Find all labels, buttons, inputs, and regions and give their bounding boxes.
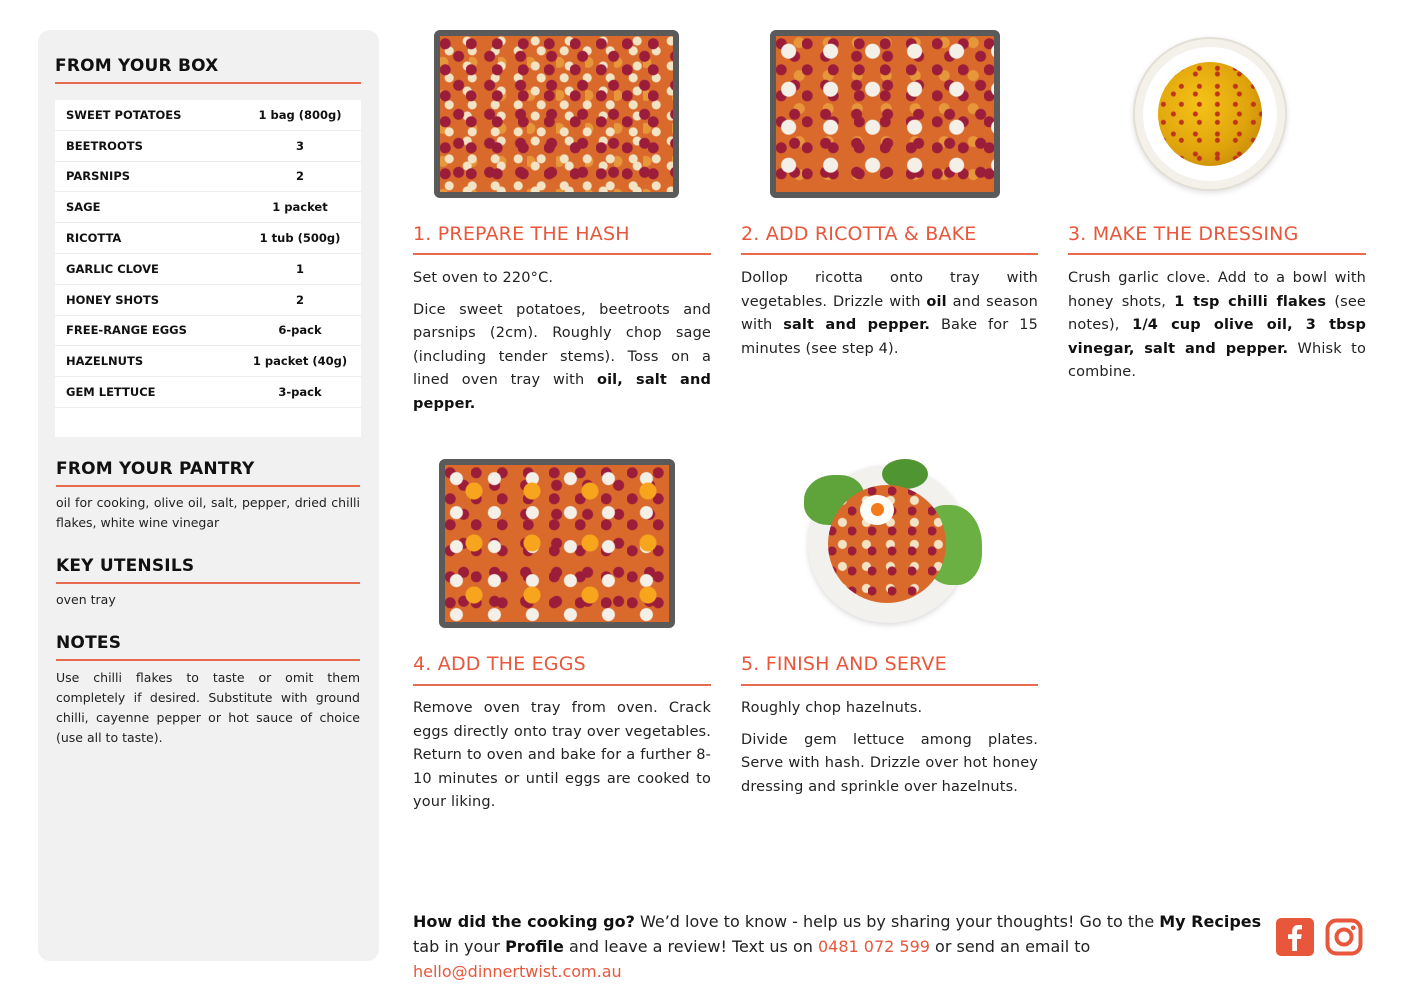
profile-label: Profile xyxy=(505,937,564,956)
ingredient-qty: 6-pack xyxy=(278,323,322,338)
step-3-t3: Whisk to combine. xyxy=(1068,340,1366,380)
step-2-rule xyxy=(741,253,1038,255)
step-3-t1: Crush garlic clove. Add to a bowl with honey shots, xyxy=(1068,270,1366,310)
utensils-heading: KEY UTENSILS xyxy=(56,556,195,576)
ingredient-name: BEETROOTS xyxy=(66,138,143,153)
step-1-p2 xyxy=(413,299,711,417)
ingredient-qty: 1 bag (800g) xyxy=(258,107,342,122)
step-1-p2-bold: oil, salt and pepper. xyxy=(413,372,711,412)
footer-text-1: We’d love to know - help us by sharing your thoughts! Go to the xyxy=(634,912,1160,931)
ingredient-row xyxy=(55,316,361,347)
ingredient-name: GARLIC CLOVE xyxy=(66,261,159,276)
step-1-title: 1. PREPARE THE HASH xyxy=(413,223,630,245)
step-5-rule xyxy=(741,684,1038,686)
step-3-b2: 1/4 cup olive oil, 3 tbsp vinegar, salt and pepper. xyxy=(1068,317,1366,357)
ingredient-row xyxy=(55,192,361,223)
ingredient-name: HAZELNUTS xyxy=(66,354,144,369)
step-5-p2: Divide gem lettuce among plates. Serve with hash. Drizzle over hot honey dressing and sprinkle over hazelnuts. xyxy=(741,731,1038,795)
step-2-photo xyxy=(770,30,1000,198)
instagram-icon[interactable] xyxy=(1325,918,1363,956)
ingredient-name: FREE-RANGE EGGS xyxy=(66,323,187,338)
ingredient-name: GEM LETTUCE xyxy=(66,385,156,400)
step-5-title: 5. FINISH AND SERVE xyxy=(741,653,947,675)
ingredient-row xyxy=(55,223,361,254)
dressing-bowl-contents xyxy=(1158,62,1262,166)
ingredient-name: HONEY SHOTS xyxy=(66,292,160,307)
step-3-title: 3. MAKE THE DRESSING xyxy=(1068,223,1299,245)
step-1-rule xyxy=(413,253,711,255)
step-4-p1: Remove oven tray from oven. Crack eggs directly onto tray over vegetables. Return to oven and bake for a further 8-10 minutes or until eggs are cooked to your liking. xyxy=(413,700,711,810)
ingredient-row xyxy=(55,377,361,408)
step-4-photo xyxy=(439,459,675,628)
step-3-rule xyxy=(1068,253,1366,255)
box-heading: FROM YOUR BOX xyxy=(55,56,219,76)
step-2-title: 2. ADD RICOTTA & BAKE xyxy=(741,223,977,245)
step-5-photo xyxy=(808,465,968,623)
notes-heading: NOTES xyxy=(56,633,122,653)
step-5-text xyxy=(741,697,1038,807)
footer-text-3: and leave a review! Text us on xyxy=(563,937,818,956)
step-3-p1 xyxy=(1068,267,1366,385)
ingredient-row xyxy=(55,100,361,131)
footer-text-2: tab in your xyxy=(413,937,506,956)
box-heading-rule xyxy=(55,82,361,84)
pantry-heading-rule xyxy=(56,485,360,487)
step-1-p2-text: Dice sweet potatoes, beetroots and parsnips (2cm). Roughly chop sage (including tender stems). Toss on a lined oven tray with xyxy=(413,301,711,388)
ingredient-row xyxy=(55,285,361,316)
notes-heading-rule xyxy=(56,659,360,661)
step-3-photo xyxy=(1133,37,1287,191)
step-5-p1: Roughly chop hazelnuts. xyxy=(741,700,923,716)
ingredient-qty: 3 xyxy=(295,138,304,153)
ingredient-name: SWEET POTATOES xyxy=(66,107,182,122)
ingredient-name: SAGE xyxy=(66,200,101,215)
ingredients-sidebar xyxy=(38,30,379,961)
ingredient-qty: 1 packet xyxy=(272,200,328,215)
pantry-text: oil for cooking, olive oil, salt, pepper, dried chilli flakes, white wine vinegar xyxy=(56,495,360,530)
facebook-icon[interactable] xyxy=(1276,918,1314,956)
step-2-t1: Dollop ricotta onto tray with vegetables. Drizzle with xyxy=(741,270,1038,310)
step-2-p1 xyxy=(741,267,1038,361)
ingredient-row xyxy=(55,162,361,193)
step-1-p1: Set oven to 220°C. xyxy=(413,270,554,286)
ingredient-qty: 1 xyxy=(295,261,304,276)
step-3-text xyxy=(1068,267,1366,393)
email-link[interactable]: hello@dinnertwist.com.au xyxy=(413,962,622,981)
ingredient-qty: 2 xyxy=(295,292,304,307)
my-recipes-label: My Recipes xyxy=(1159,912,1262,931)
box-ingredients-table xyxy=(55,100,361,437)
step-2-t2: and season with xyxy=(741,293,1039,333)
ingredient-row xyxy=(55,131,361,162)
phone-link[interactable]: 0481 072 599 xyxy=(817,937,930,956)
egg-yolk xyxy=(871,503,884,516)
ingredient-qty: 3-pack xyxy=(278,385,322,400)
step-3-b1: 1 tsp chilli flakes xyxy=(1174,293,1327,310)
step-4-rule xyxy=(413,684,711,686)
step-3-t2: (see notes), xyxy=(1068,293,1366,333)
ingredient-row xyxy=(55,254,361,285)
step-4-text xyxy=(413,697,711,823)
ingredient-name: PARSNIPS xyxy=(66,169,131,184)
ingredient-row xyxy=(55,346,361,377)
ingredient-qty: 2 xyxy=(295,169,304,184)
step-2-text xyxy=(741,267,1038,369)
utensils-text: oven tray xyxy=(56,592,116,607)
feedback-footer xyxy=(413,909,1263,984)
pantry-heading: FROM YOUR PANTRY xyxy=(56,459,255,479)
utensils-heading-rule xyxy=(56,582,360,584)
ingredient-name: RICOTTA xyxy=(66,231,122,246)
step-2-b1: oil xyxy=(926,293,947,310)
footer-question: How did the cooking go? xyxy=(413,912,635,931)
step-1-photo xyxy=(434,30,679,198)
ingredient-qty: 1 tub (500g) xyxy=(259,231,341,246)
step-1-text xyxy=(413,267,711,424)
footer-text-4: or send an email to xyxy=(929,937,1091,956)
ingredient-qty: 1 packet (40g) xyxy=(252,354,348,369)
step-2-b2: salt and pepper. xyxy=(783,317,931,333)
step-2-t3: Bake for 15 minutes (see step 4). xyxy=(741,317,1039,357)
notes-text: Use chilli flakes to taste or omit them completely if desired. Substitute with ground chilli, cayenne pepper or hot sauce of choice (use all to taste). xyxy=(56,670,360,745)
step-4-title: 4. ADD THE EGGS xyxy=(413,653,586,675)
